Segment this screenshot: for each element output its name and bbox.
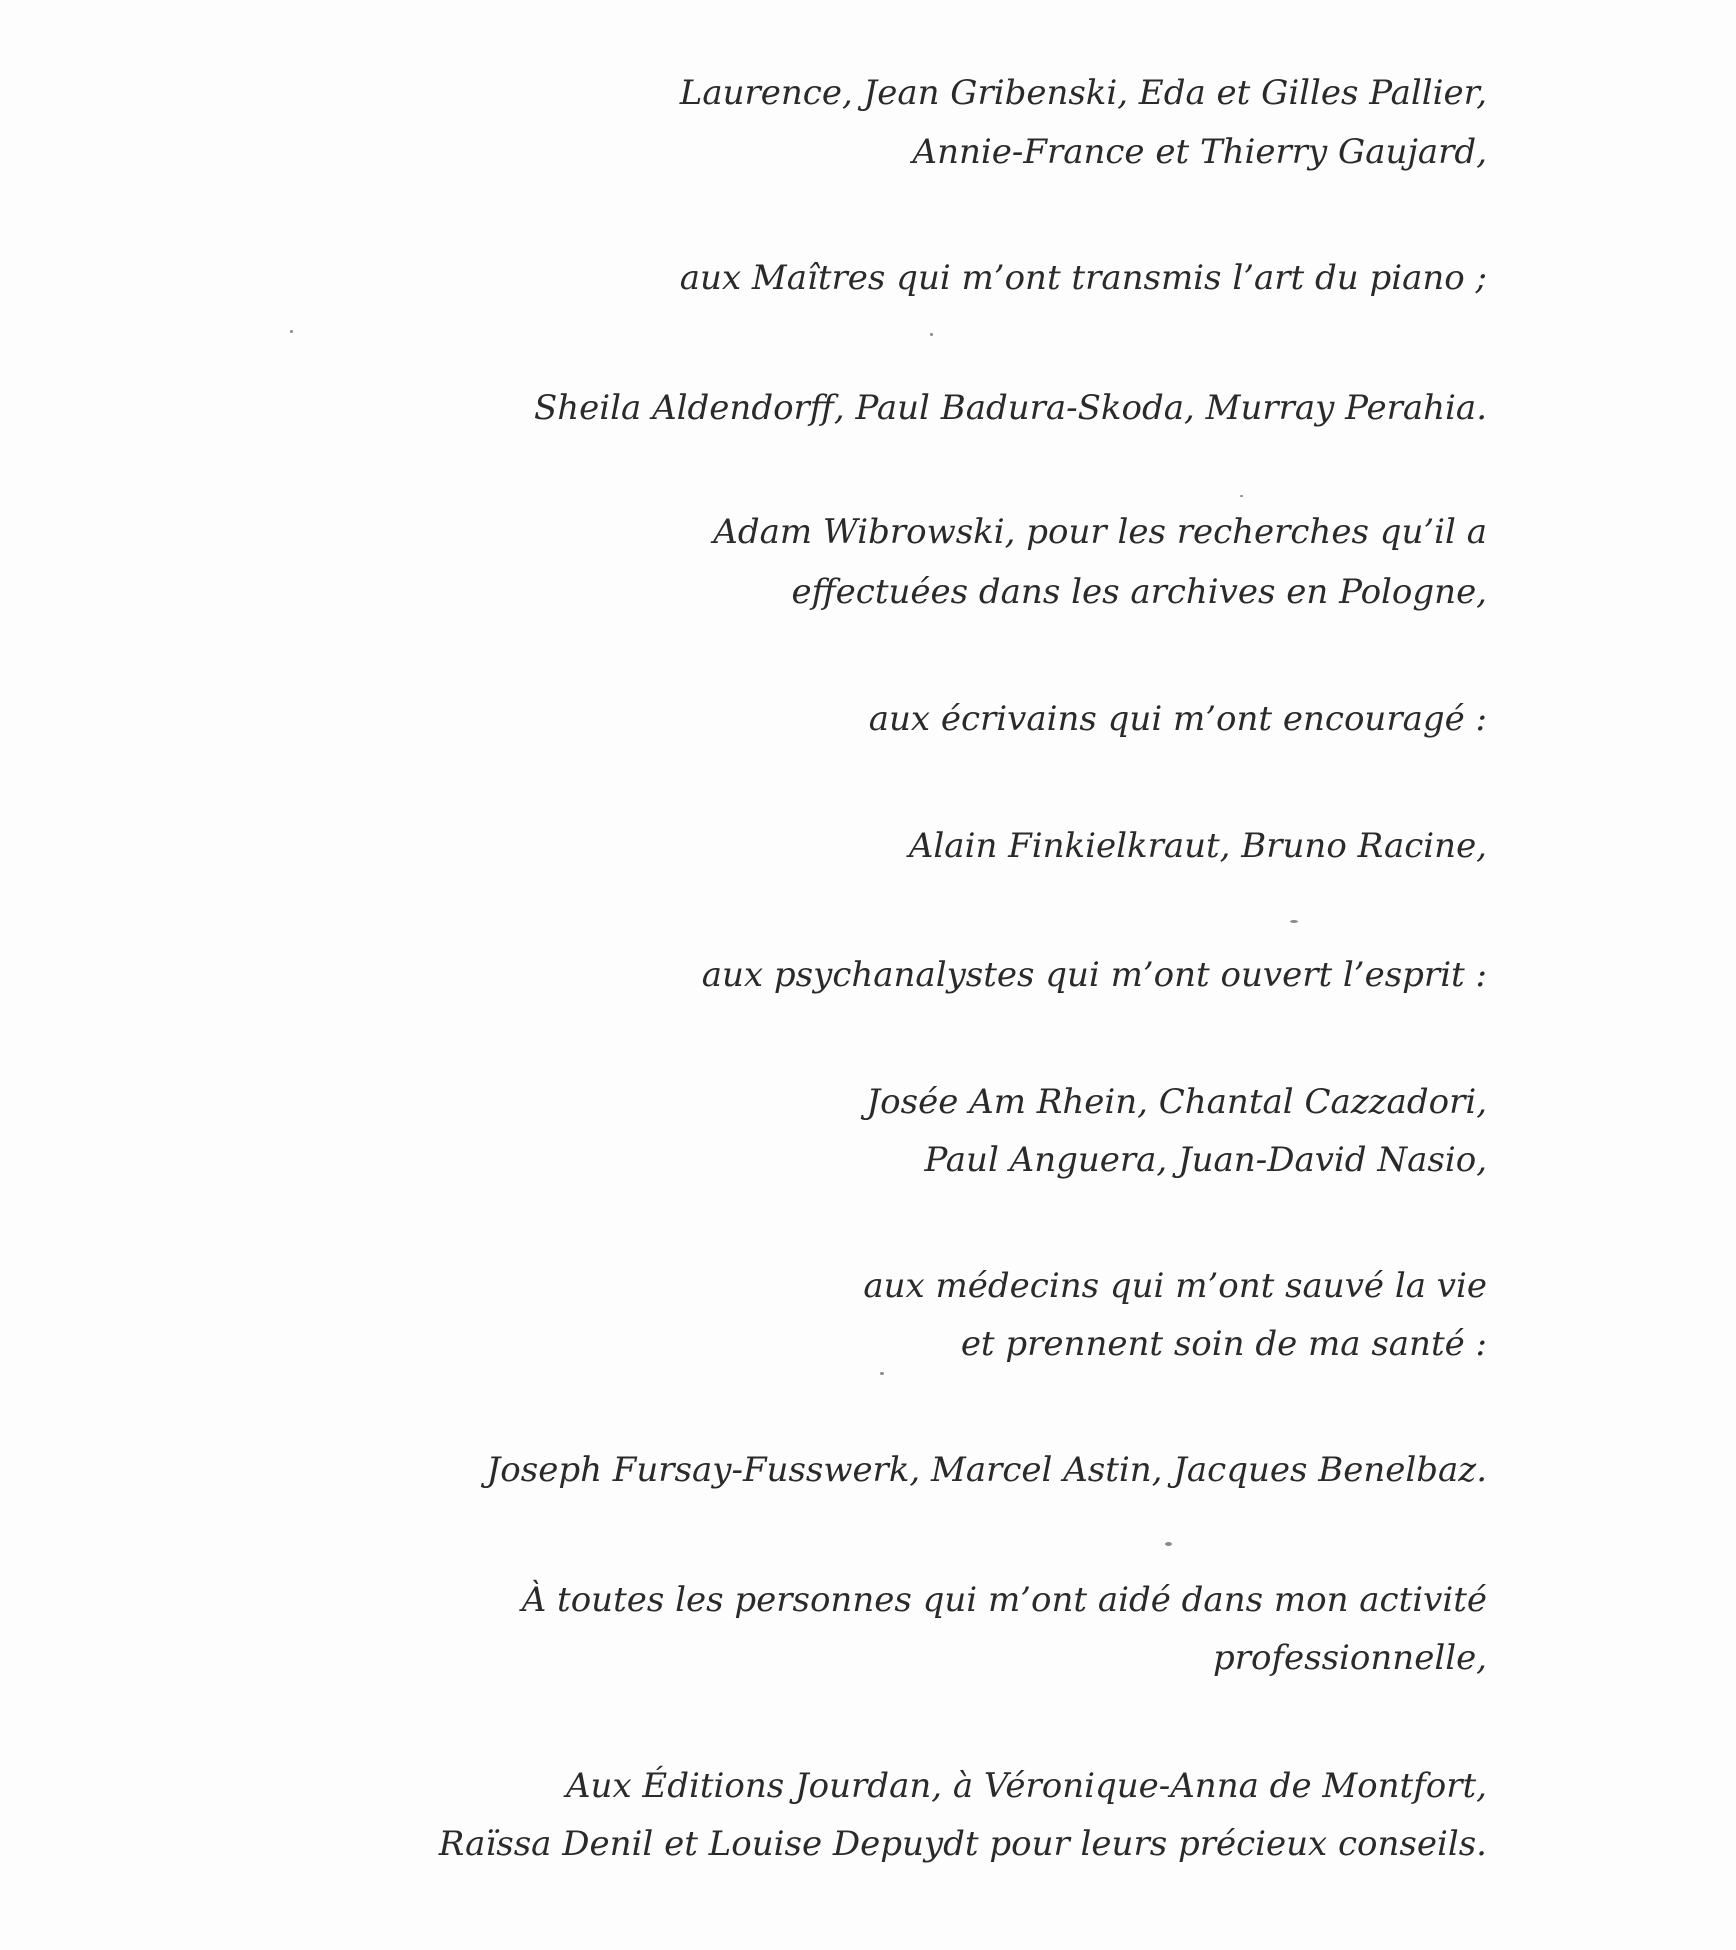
ack-line: Alain Finkielkraut, Bruno Racine, bbox=[908, 826, 1487, 866]
ack-line: aux psychanalystes qui m’ont ouvert l’esprit : bbox=[701, 955, 1487, 995]
ack-line: Laurence, Jean Gribenski, Eda et Gilles Pallier, bbox=[679, 73, 1487, 113]
scan-speck bbox=[930, 333, 933, 336]
ack-line: Joseph Fursay-Fusswerk, Marcel Astin, Jacques Benelbaz. bbox=[486, 1450, 1487, 1490]
scan-speck bbox=[1165, 1542, 1172, 1546]
scan-speck bbox=[880, 1372, 884, 1375]
ack-line: professionnelle, bbox=[1212, 1638, 1487, 1678]
ack-line: Raïssa Denil et Louise Depuydt pour leurs précieux conseils. bbox=[438, 1824, 1487, 1864]
ack-line: Paul Anguera, Juan-David Nasio, bbox=[924, 1140, 1487, 1180]
scan-speck bbox=[1240, 495, 1243, 497]
ack-line: Josée Am Rhein, Chantal Cazzadori, bbox=[866, 1082, 1487, 1122]
ack-line: aux médecins qui m’ont sauvé la vie bbox=[863, 1266, 1487, 1306]
ack-line: et prennent soin de ma santé : bbox=[960, 1324, 1487, 1364]
ack-line: aux Maîtres qui m’ont transmis l’art du piano ; bbox=[679, 258, 1487, 298]
ack-line: Sheila Aldendorff, Paul Badura-Skoda, Murray Perahia. bbox=[533, 388, 1487, 428]
ack-line: À toutes les personnes qui m’ont aidé dans mon activité bbox=[521, 1580, 1487, 1620]
ack-line: Aux Éditions Jourdan, à Véronique-Anna de Montfort, bbox=[566, 1766, 1487, 1806]
ack-line: aux écrivains qui m’ont encouragé : bbox=[868, 699, 1487, 739]
ack-line: Annie-France et Thierry Gaujard, bbox=[912, 132, 1487, 172]
scan-speck bbox=[290, 330, 293, 333]
scan-speck bbox=[1290, 920, 1298, 923]
ack-line: effectuées dans les archives en Pologne, bbox=[791, 572, 1487, 612]
ack-line: Adam Wibrowski, pour les recherches qu’il a bbox=[713, 512, 1487, 552]
